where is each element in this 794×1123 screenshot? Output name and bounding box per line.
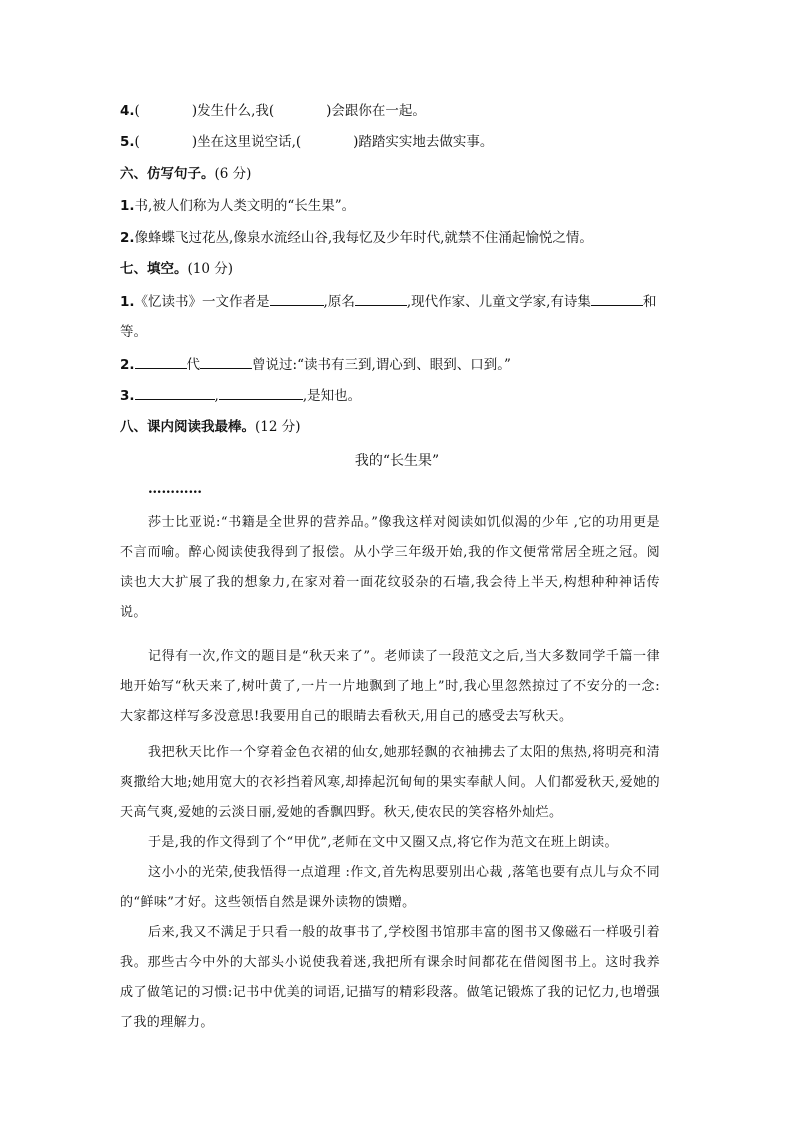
fill-blank[interactable] xyxy=(270,292,324,306)
section-7-question-1: 1.《忆读书》一文作者是 ,原名 ,现代作家、儿童文学家,有诗集 和 xyxy=(120,294,657,310)
passage-body xyxy=(120,508,660,1038)
section-8-heading: 八、课内阅读我最棒。(12 分) xyxy=(120,419,301,435)
passage-paragraph: 这小小的光荣,使我悟得一点道理 :作文,首先构思要别出心裁 ,落笔也要有点儿与众不同的“鲜味”才好。这些领悟自然是课外读物的馈赠。 xyxy=(120,865,660,910)
section-6-question-2: 2.像蜂蝶飞过花丛,像泉水流经山谷,我每忆及少年时代,就禁不住涌起愉悦之情。 xyxy=(120,230,593,246)
section-6-question-1: 1.书,被人们称为人类文明的“长生果”。 xyxy=(120,198,356,214)
section-7-question-1-cont: 等。 xyxy=(120,324,147,340)
passage-paragraph: 于是,我的作文得到了个“甲优”,老师在文中又圈又点,将它作为范文在班上朗读。 xyxy=(148,835,618,850)
passage-paragraph: 记得有一次,作文的题目是“秋天来了”。老师读了一段范文之后,当大多数同学千篇一律地开始写“秋天来了,树叶黄了,一片一片地飘到了地上”时,我心里忽然掠过了不安分的一念:大家都这样写多没意思!我要用自己的眼睛去看秋天,用自己的感受去写秋天。 xyxy=(120,649,660,724)
question-number: 5. xyxy=(120,134,135,150)
passage-paragraph: 莎士比亚说:“书籍是全世界的营养品。”像我这样对阅读如饥似渴的少年 ,它的功用更是不言而喻。醉心阅读使我得到了报偿。从小学三年级开始,我的作文便常常居全班之冠。阅读也大大扩展了我的想象力,在家对着一面花纹驳杂的石墙,我会待上半天,构想种种神话传说。 xyxy=(120,515,660,620)
passage-paragraph: 我把秋天比作一个穿着金色衣裙的仙女,她那轻飘的衣袖拂去了太阳的焦热,将明亮和清爽撒给大地;她用宽大的衣衫挡着风寒,却捧起沉甸甸的果实奉献人间。人们都爱秋天,爱她的天高气爽,爱她的云淡日丽,爱她的香飘四野。秋天,使农民的笑容格外灿烂。 xyxy=(120,745,660,820)
section-7-heading: 七、填空。(10 分) xyxy=(120,261,234,277)
fill-blank[interactable] xyxy=(219,386,303,400)
fill-blank[interactable] xyxy=(200,355,252,369)
question-5: 5.( )坐在这里说空话,( )踏踏实实地去做实事。 xyxy=(120,134,494,150)
passage-title: 我的“长生果” xyxy=(354,453,440,469)
section-7-question-2: 2. 代 曾说过:“读书有三到,谓心到、眼到、口到。” xyxy=(120,357,511,373)
question-4: 4.( )发生什么,我( )会跟你在一起。 xyxy=(120,103,426,119)
question-number: 4. xyxy=(120,103,135,119)
fill-blank[interactable] xyxy=(355,292,407,306)
fill-blank[interactable] xyxy=(135,386,215,400)
section-6-heading: 六、仿写句子。(6 分) xyxy=(120,166,252,182)
passage-ellipsis: ………… xyxy=(148,481,202,497)
passage-paragraph: 后来,我又不满足于只看一般的故事书了,学校图书馆那丰富的图书又像磁石一样吸引着我。那些古今中外的大部头小说使我着迷,我把所有课余时间都花在借阅图书上。这时我养成了做笔记的习惯:记书中优美的词语,记描写的精彩段落。做笔记锻炼了我的记忆力,也增强了我的理解力。 xyxy=(120,925,660,1030)
section-7-question-3: 3. , ,是知也。 xyxy=(120,388,362,404)
fill-blank[interactable] xyxy=(135,355,187,369)
fill-blank[interactable] xyxy=(591,292,643,306)
